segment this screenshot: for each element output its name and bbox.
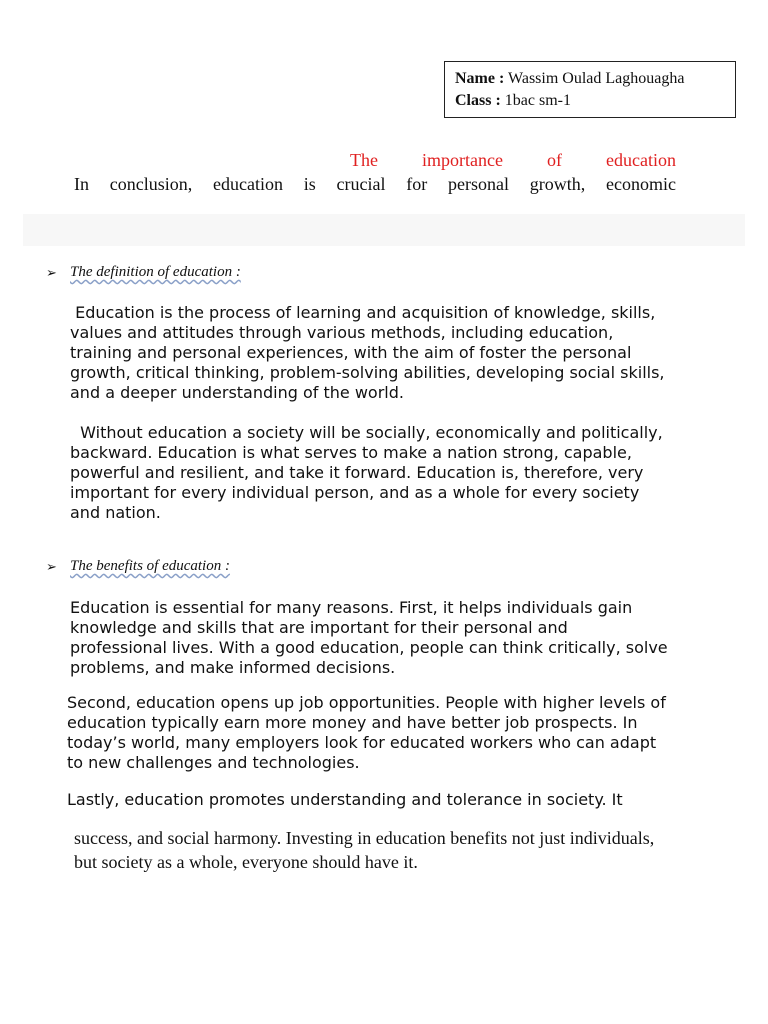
title-word: education <box>606 150 676 170</box>
title-word: of <box>546 150 562 170</box>
benefits-paragraph-3: Lastly, education promotes understanding and tolerance in society. It <box>67 790 623 809</box>
title-word: The <box>350 150 378 170</box>
definition-paragraph-1: Education is the process of learning and acquisition of knowledge, skills, values and attitudes through various methods, including education, training and personal experiences, with the aim of foster the personal growth, critical thinking, problem-solving abilities, developing social skills, and a deeper understanding of the world. <box>70 303 665 402</box>
section-heading-benefits <box>46 558 230 575</box>
benefits-paragraph-1: Education is essential for many reasons. First, it helps individuals gain knowledge and skills that are important for their personal and professional lives. With a good education, people can think critically, solve problems, and make informed decisions. <box>70 598 668 677</box>
class-value: 1bac sm-1 <box>504 92 571 109</box>
student-info-box <box>444 61 736 118</box>
shaded-band <box>23 214 745 246</box>
name-value: Wassim Oulad Laghouagha <box>508 70 685 87</box>
class-label: Class : <box>455 92 501 109</box>
definition-paragraph-2: Without education a society will be socially, economically and politically, backward. Education is what serves to make a nation strong, capable, powerful and resilient, and take it forward. Education is, therefore, very important for every individual person, and as a whole for every society and nation. <box>70 423 663 522</box>
section-heading-definition <box>46 264 241 281</box>
arrowhead-bullet-icon: ➢ <box>46 558 57 574</box>
class-row <box>455 90 725 112</box>
document-title <box>350 150 676 171</box>
title-word: importance <box>422 150 503 170</box>
closing-paragraph: success, and social harmony. Investing in education benefits not just individuals, but society as a whole, everyone should have it. <box>74 828 655 872</box>
benefits-paragraph-2: Second, education opens up job opportunities. People with higher levels of education typically earn more money and have better job prospects. In today’s world, many employers look for educated workers who can adapt to new challenges and technologies. <box>67 693 666 772</box>
section-heading-text: The definition of education : <box>70 264 241 280</box>
name-label: Name : <box>455 70 505 87</box>
arrowhead-bullet-icon: ➢ <box>46 264 57 280</box>
name-row <box>455 68 725 90</box>
intro-line: In conclusion, education is crucial for personal growth, economic <box>74 174 676 194</box>
section-heading-text: The benefits of education : <box>70 558 230 574</box>
